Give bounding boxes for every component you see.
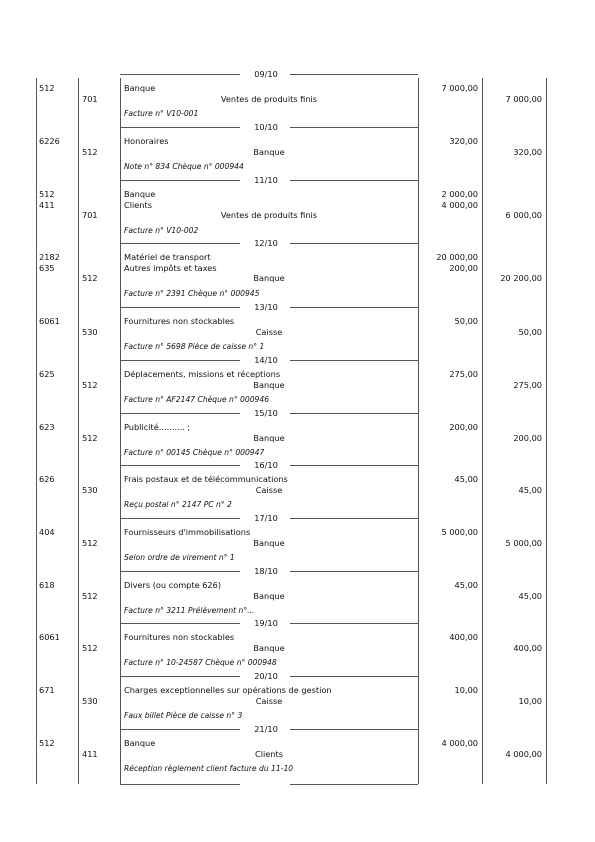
debit-account: 671 (39, 685, 55, 695)
debit-amount: 45,00 (454, 580, 478, 590)
credit-account: 512 (82, 146, 98, 157)
separator-line (120, 623, 240, 624)
debit-account: 6061 (39, 632, 60, 642)
credit-account: 512 (82, 537, 98, 548)
credit-account: 411 (82, 748, 98, 759)
debit-amount: 400,00 (449, 632, 478, 642)
account-label: Clients (255, 748, 283, 759)
entry-reference: Facture n° V10-002 (124, 225, 199, 235)
separator-line (290, 729, 418, 730)
entry-date: 21/10 (254, 724, 278, 734)
entry-date: 20/10 (254, 671, 278, 681)
entry-reference: Facture n° V10-001 (124, 109, 199, 118)
credit-account: 512 (82, 590, 98, 601)
column-rule (418, 78, 419, 784)
debit-amount: 7 000,00 (441, 83, 478, 93)
debit-amount: 10,00 (454, 685, 478, 695)
account-label: Publicité.......... ; (124, 422, 191, 432)
account-label: Banque (253, 642, 285, 653)
debit-amount: 2 000,00 (441, 189, 478, 199)
account-label: Clients (124, 199, 152, 210)
separator-line (290, 784, 418, 785)
credit-account: 512 (82, 432, 98, 443)
column-rule (546, 78, 547, 784)
separator-line (120, 729, 240, 730)
debit-amount: 45,00 (454, 474, 478, 484)
credit-account: 701 (82, 210, 98, 220)
debit-amount: 200,00 (449, 262, 478, 273)
column-rule (78, 78, 79, 784)
account-label: Banque (253, 379, 285, 390)
account-label: Déplacements, missions et réceptions (124, 369, 281, 379)
entry-reference: Facture n° AF2147 Chèque n° 000946 (124, 395, 270, 404)
credit-amount: 7 000,00 (505, 93, 542, 104)
credit-amount: 20 200,00 (500, 273, 542, 283)
separator-line (290, 243, 418, 244)
entry-date: 15/10 (254, 408, 278, 418)
credit-amount: 275,00 (513, 379, 542, 390)
account-label: Banque (253, 146, 285, 157)
account-label: Banque (124, 738, 156, 748)
entry-date: 13/10 (254, 302, 278, 312)
entry-reference: Facture n° 10-24587 Chèque n° 000948 (124, 658, 277, 667)
debit-amount: 320,00 (449, 136, 478, 146)
debit-amount: 4 000,00 (441, 199, 478, 210)
separator-line (120, 127, 240, 128)
separator-line (120, 360, 240, 361)
entry-date: 11/10 (254, 175, 278, 185)
debit-account: 411 (39, 199, 55, 210)
debit-amount: 50,00 (454, 316, 478, 326)
separator-line (290, 127, 418, 128)
entry-date: 12/10 (254, 238, 278, 248)
separator-line (120, 243, 240, 244)
entry-date: 19/10 (254, 618, 278, 628)
credit-amount: 6 000,00 (505, 210, 542, 220)
debit-account: 512 (39, 738, 55, 748)
separator-line (120, 518, 240, 519)
separator-line (290, 360, 418, 361)
account-label: Autres impôts et taxes (124, 262, 217, 273)
debit-amount: 5 000,00 (441, 527, 478, 537)
entry-reference: Réception règlement client facture du 11-10 (124, 764, 294, 773)
account-label: Fournisseurs d'immobilisations (124, 527, 251, 537)
entry-date: 17/10 (254, 513, 278, 523)
credit-account: 701 (82, 93, 98, 104)
debit-account: 6226 (39, 136, 60, 146)
entry-reference: Reçu postal n° 2147 PC n° 2 (124, 500, 232, 509)
separator-line (290, 180, 418, 181)
debit-amount: 20 000,00 (436, 252, 478, 262)
separator-line (290, 571, 418, 572)
credit-amount: 200,00 (513, 432, 542, 443)
entry-date: 16/10 (254, 460, 278, 470)
entry-reference: Facture n° 5698 Pièce de caisse n° 1 (124, 342, 265, 351)
account-label: Banque (124, 83, 156, 93)
debit-account: 626 (39, 474, 55, 484)
entry-date: 14/10 (254, 355, 278, 365)
debit-amount: 200,00 (449, 422, 478, 432)
entry-date: 09/10 (254, 69, 278, 79)
separator-line (120, 465, 240, 466)
credit-amount: 4 000,00 (505, 748, 542, 759)
account-label: Honoraires (124, 136, 169, 146)
credit-account: 512 (82, 379, 98, 390)
separator-line (120, 74, 240, 75)
separator-line (120, 307, 240, 308)
debit-account: 6061 (39, 316, 60, 326)
debit-account: 625 (39, 369, 55, 379)
entry-reference: Note n° 834 Chèque n° 000944 (124, 162, 244, 171)
separator-line (290, 676, 418, 677)
separator-line (290, 413, 418, 414)
credit-account: 530 (82, 326, 98, 337)
account-label: Caisse (255, 326, 283, 337)
debit-account: 623 (39, 422, 55, 432)
account-label: Frais postaux et de télécommunications (124, 474, 288, 484)
account-label: Banque (124, 189, 156, 199)
account-label: Caisse (255, 484, 283, 495)
separator-line (290, 307, 418, 308)
account-label: Banque (253, 537, 285, 548)
separator-line (120, 676, 240, 677)
entry-date: 18/10 (254, 566, 278, 576)
credit-account: 512 (82, 273, 98, 283)
entry-reference: Facture n° 2391 Chèque n° 000945 (124, 288, 260, 298)
credit-amount: 50,00 (518, 326, 542, 337)
debit-account: 618 (39, 580, 55, 590)
debit-amount: 4 000,00 (441, 738, 478, 748)
account-label: Banque (253, 432, 285, 443)
account-label: Charges exceptionnelles sur opérations de gestion (124, 685, 332, 695)
credit-amount: 45,00 (518, 484, 542, 495)
credit-amount: 400,00 (513, 642, 542, 653)
entry-date: 10/10 (254, 122, 278, 132)
account-label: Ventes de produits finis (220, 210, 318, 220)
credit-account: 530 (82, 695, 98, 706)
account-label: Fournitures non stockables (124, 316, 235, 326)
account-label: Ventes de produits finis (220, 93, 318, 104)
column-rule (482, 78, 483, 784)
column-rule (36, 78, 37, 784)
account-label: Matériel de transport (124, 252, 211, 262)
separator-line (290, 465, 418, 466)
debit-account: 512 (39, 83, 55, 93)
credit-amount: 10,00 (518, 695, 542, 706)
column-rule (120, 78, 121, 784)
separator-line (120, 571, 240, 572)
credit-amount: 320,00 (513, 146, 542, 157)
account-label: Divers (ou compte 626) (124, 580, 222, 590)
debit-amount: 275,00 (449, 369, 478, 379)
separator-line (290, 74, 418, 75)
entry-reference: Facture n° 00145 Chèque n° 000947 (124, 448, 265, 457)
credit-account: 512 (82, 642, 98, 653)
separator-line (120, 180, 240, 181)
separator-line (290, 518, 418, 519)
account-label: Banque (253, 273, 285, 283)
credit-account: 530 (82, 484, 98, 495)
separator-line (120, 784, 240, 785)
account-label: Banque (253, 590, 285, 601)
separator-line (120, 413, 240, 414)
separator-line (290, 623, 418, 624)
entry-reference: Faux billet Pièce de caisse n° 3 (124, 711, 243, 720)
entry-reference: Facture n° 3211 Prélèvement n°... (124, 606, 255, 615)
credit-amount: 45,00 (518, 590, 542, 601)
debit-account: 512 (39, 189, 55, 199)
debit-account: 2182 (39, 252, 60, 262)
account-label: Fournitures non stockables (124, 632, 235, 642)
debit-account: 404 (39, 527, 55, 537)
credit-amount: 5 000,00 (505, 537, 542, 548)
account-label: Caisse (255, 695, 283, 706)
entry-reference: Selon ordre de virement n° 1 (124, 553, 235, 562)
debit-account: 635 (39, 262, 55, 273)
